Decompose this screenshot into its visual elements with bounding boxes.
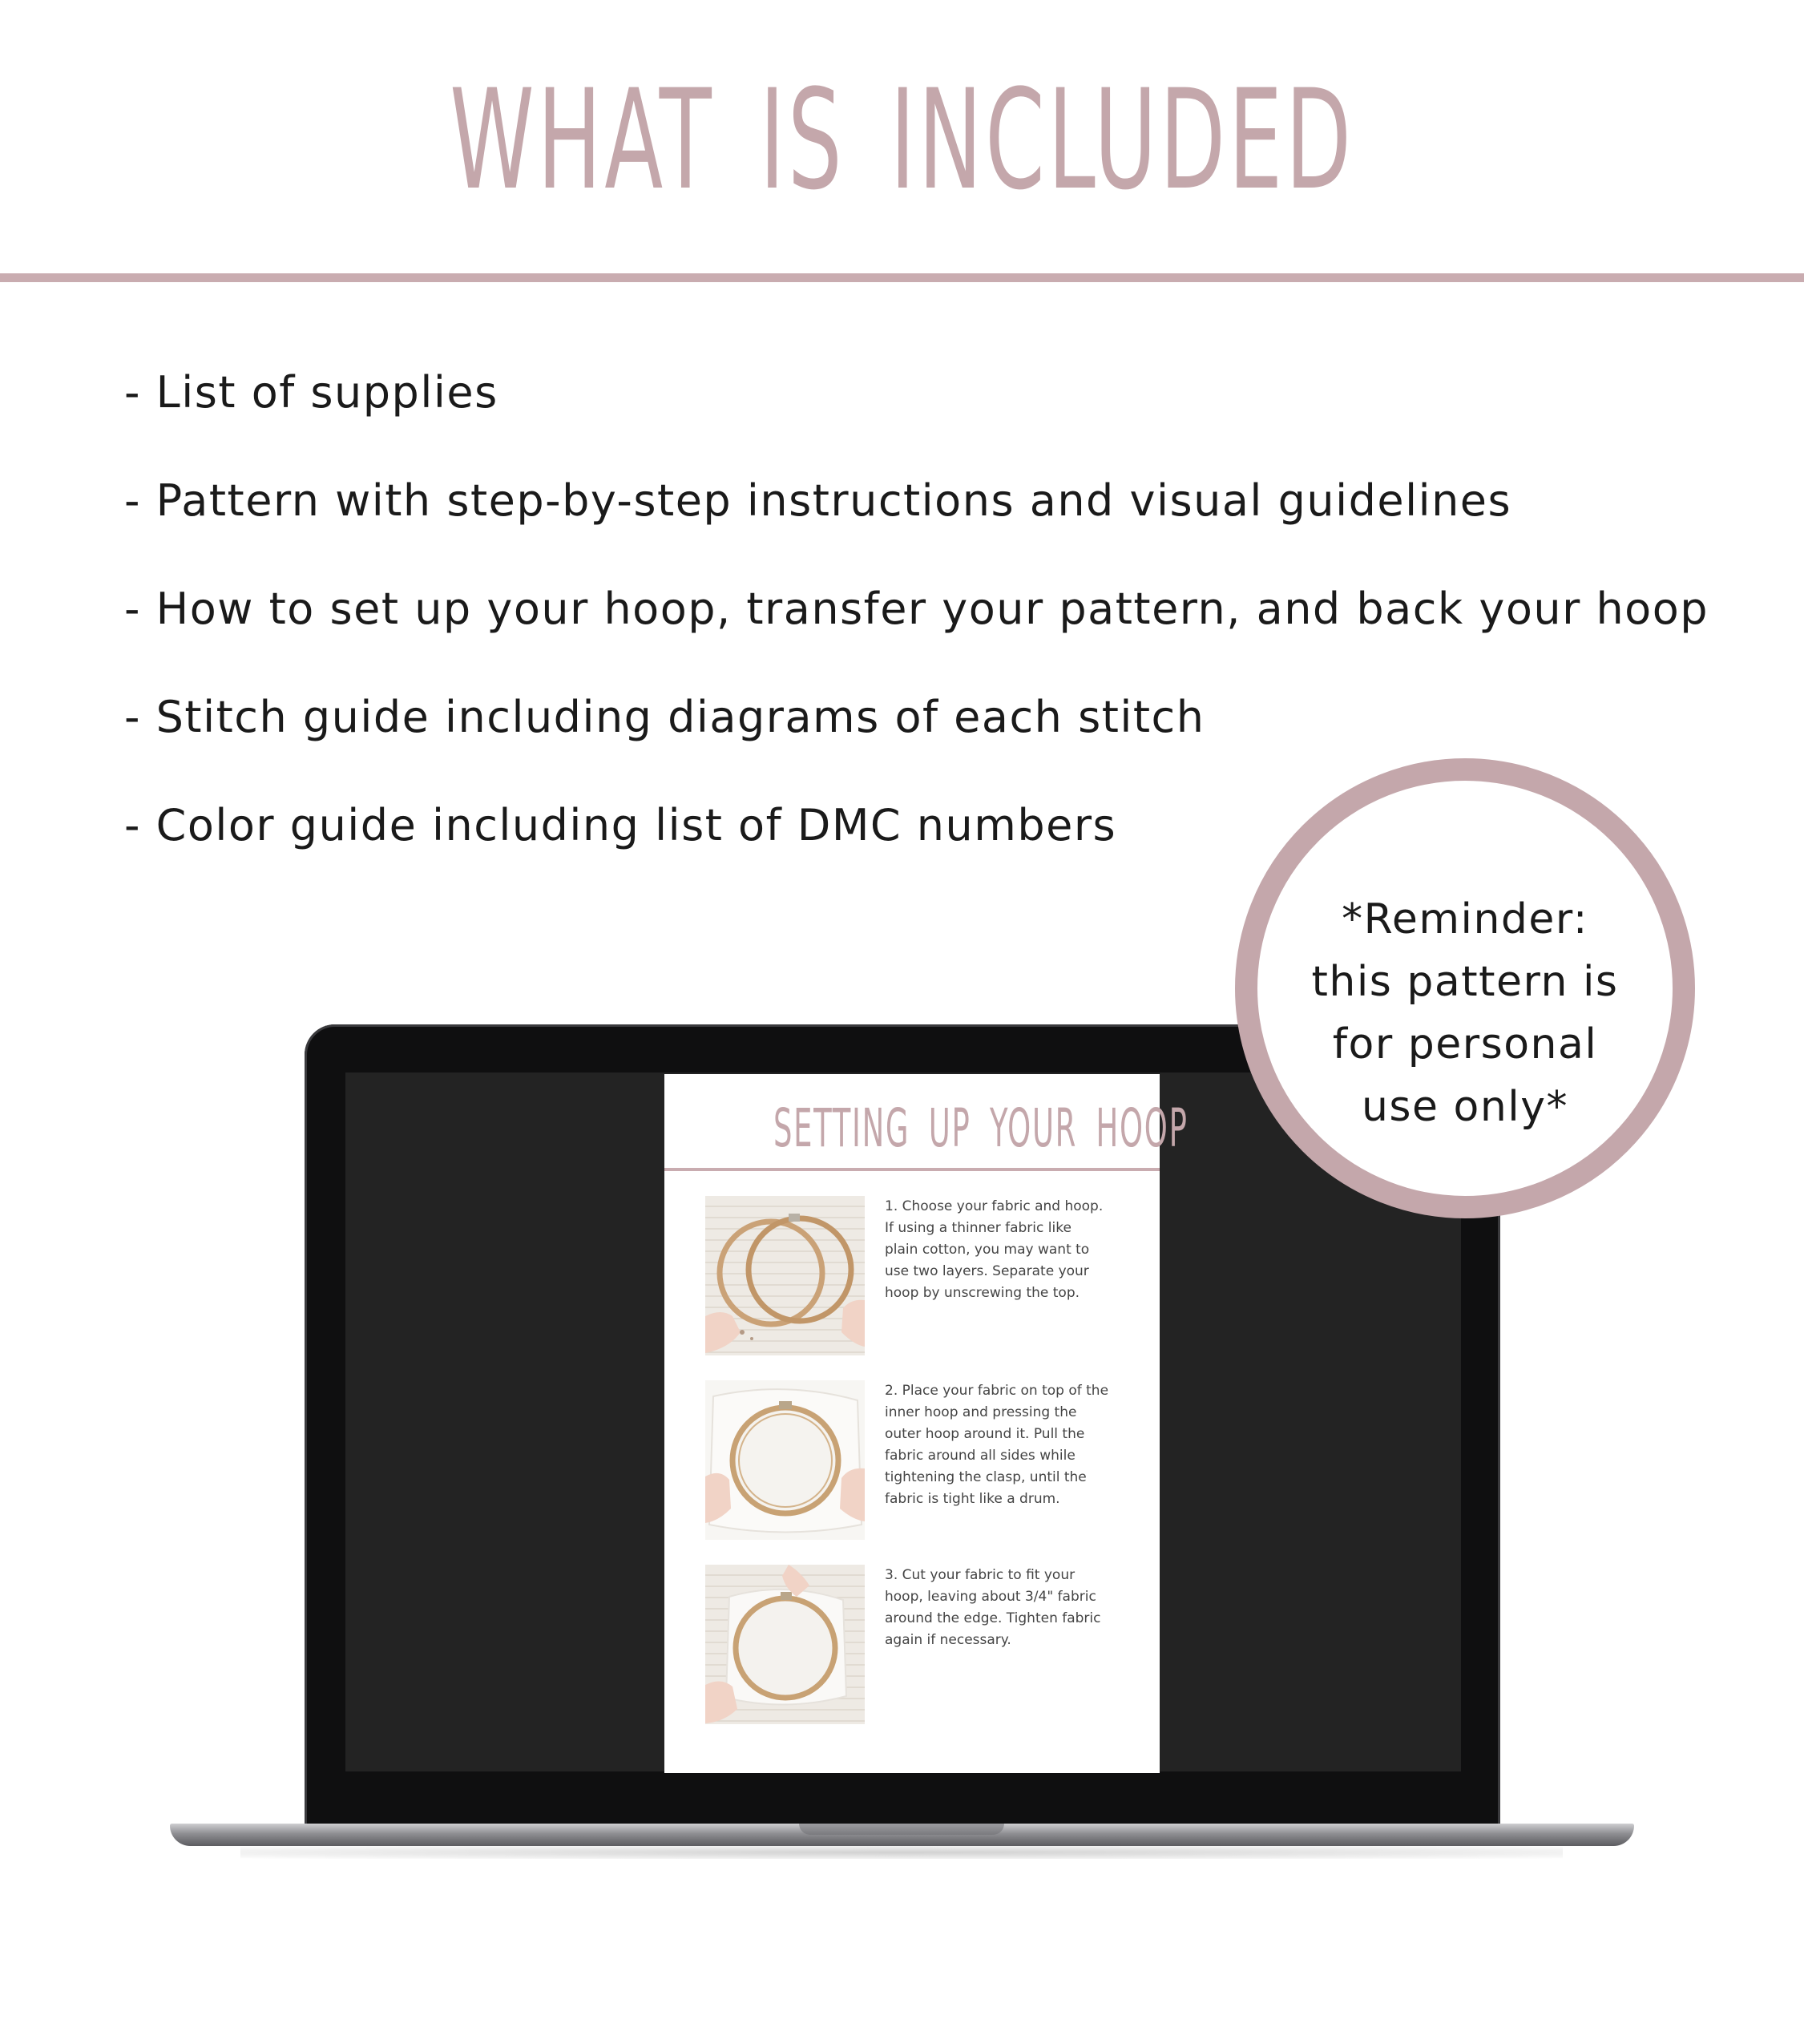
- document-page: [664, 1074, 1189, 1773]
- reminder-text: *Reminder: this pattern is for personal use only*: [1311, 895, 1619, 1131]
- trimmed-fabric-hoop-photo: [705, 1565, 865, 1724]
- step-2-text: 2. Place your fabric on top of the inner hoop and pressing the outer hoop around it. Pull the fabric around all sides while tightening the clasp, until the fabric is tight like a drum.: [885, 1383, 1109, 1507]
- document-step-1: [705, 1196, 1138, 1356]
- list-item-stitch-guide: - Stitch guide including diagrams of each stitch: [124, 692, 1205, 742]
- laptop-notch: [799, 1824, 1004, 1835]
- fabric-in-hoop-photo: [705, 1380, 865, 1540]
- laptop-base: [170, 1824, 1634, 1846]
- list-item-color-guide: - Color guide including list of DMC numbers: [124, 800, 1117, 850]
- document-title: SETTING UP YOUR HOOP: [773, 1097, 1189, 1159]
- list-item-supplies: - List of supplies: [124, 367, 498, 418]
- document-step-2: [705, 1380, 1138, 1541]
- document-divider: [664, 1168, 1160, 1171]
- step-3-text: 3. Cut your fabric to fit your hoop, leaving about 3/4" fabric around the edge. Tighten fabric again if necessary.: [885, 1567, 1101, 1648]
- document-step-3: [705, 1565, 1138, 1725]
- two-wooden-hoops-photo: [705, 1196, 865, 1355]
- list-item-hoop-setup: - How to set up your hoop, transfer your pattern, and back your hoop: [124, 584, 1709, 634]
- header-divider: [0, 273, 1804, 282]
- step-1-text: 1. Choose your fabric and hoop. If using a thinner fabric like plain cotton, you may want to use two layers. Separate your hoop by unscrewing the top.: [885, 1198, 1104, 1301]
- page-title: WHAT IS INCLUDED: [450, 59, 1354, 220]
- laptop-shadow: [240, 1846, 1563, 1859]
- reminder-badge: [1235, 758, 1695, 1218]
- list-item-pattern: - Pattern with step-by-step instructions and visual guidelines: [124, 475, 1512, 526]
